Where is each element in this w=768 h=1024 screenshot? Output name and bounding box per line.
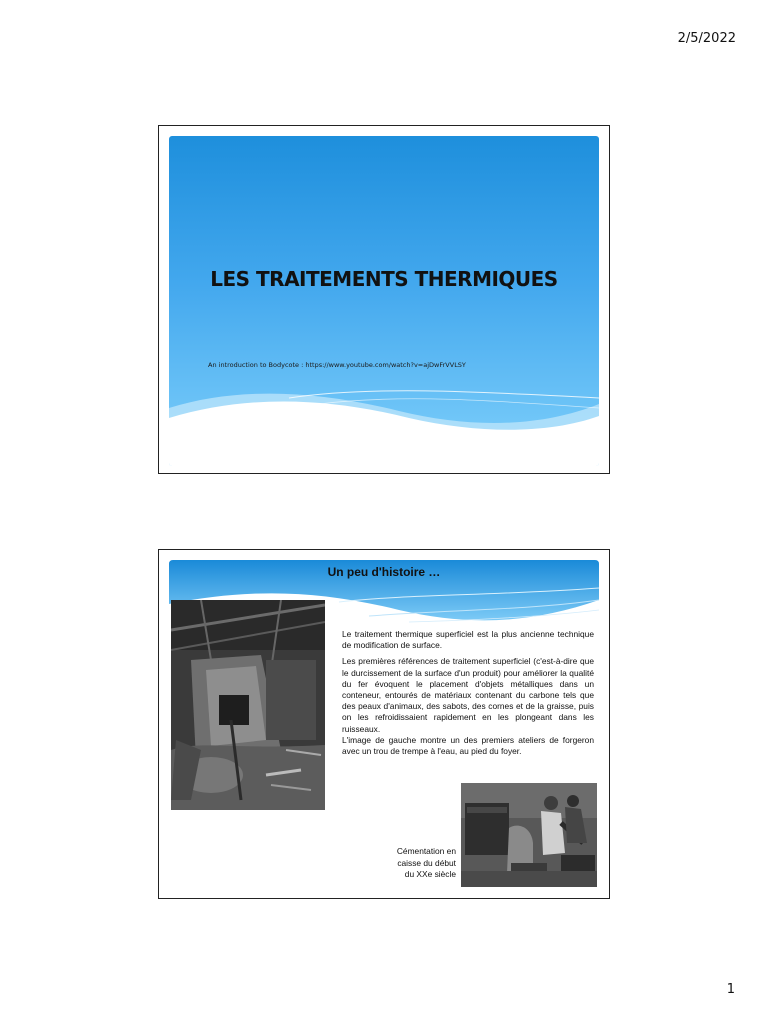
slide-heading: Un peu d'histoire … — [327, 565, 441, 579]
slide-1-thumbnail — [158, 125, 610, 474]
cementation-photo — [461, 783, 597, 887]
history-text — [342, 629, 594, 762]
caption-line: caisse du début — [397, 857, 456, 868]
intro-link-text: An introduction to Bodycote : https://www.youtube.com/watch?v=ajDwFrVVLSY — [208, 361, 466, 369]
page-number: 1 — [726, 982, 735, 997]
title-background — [169, 136, 599, 466]
slide-2-thumbnail — [158, 549, 610, 899]
print-date: 2/5/2022 — [677, 31, 736, 46]
slide-title: LES TRAITEMENTS THERMIQUES — [210, 267, 558, 291]
paragraph-2: Les premières références de traitement superficiel (c'est-à-dire que le durcissement de la surface d'un produit) pour améliorer la qualité du fer évoquent le placement d'objets métalliques dans un conteneur, entourés de matériaux contenant du carbone tels que des peaux d'animaux, des sabots, des cornes et de la graisse, puis on les refroidissaient rapidement en les plongeant dans les ruisseaux. — [342, 656, 594, 734]
photo-caption — [364, 846, 456, 881]
forge-engraving-image — [171, 600, 325, 810]
caption-line: du XXe siècle — [404, 869, 456, 880]
wave-decoration — [169, 136, 599, 466]
paragraph-3: L'image de gauche montre un des premiers ateliers de forgeron avec un trou de trempe à l'eau, au pied du foyer. — [342, 734, 594, 757]
caption-line: Cémentation en — [396, 846, 456, 856]
paragraph-1: Le traitement thermique superficiel est la plus ancienne technique de modification de surface. — [342, 629, 594, 651]
